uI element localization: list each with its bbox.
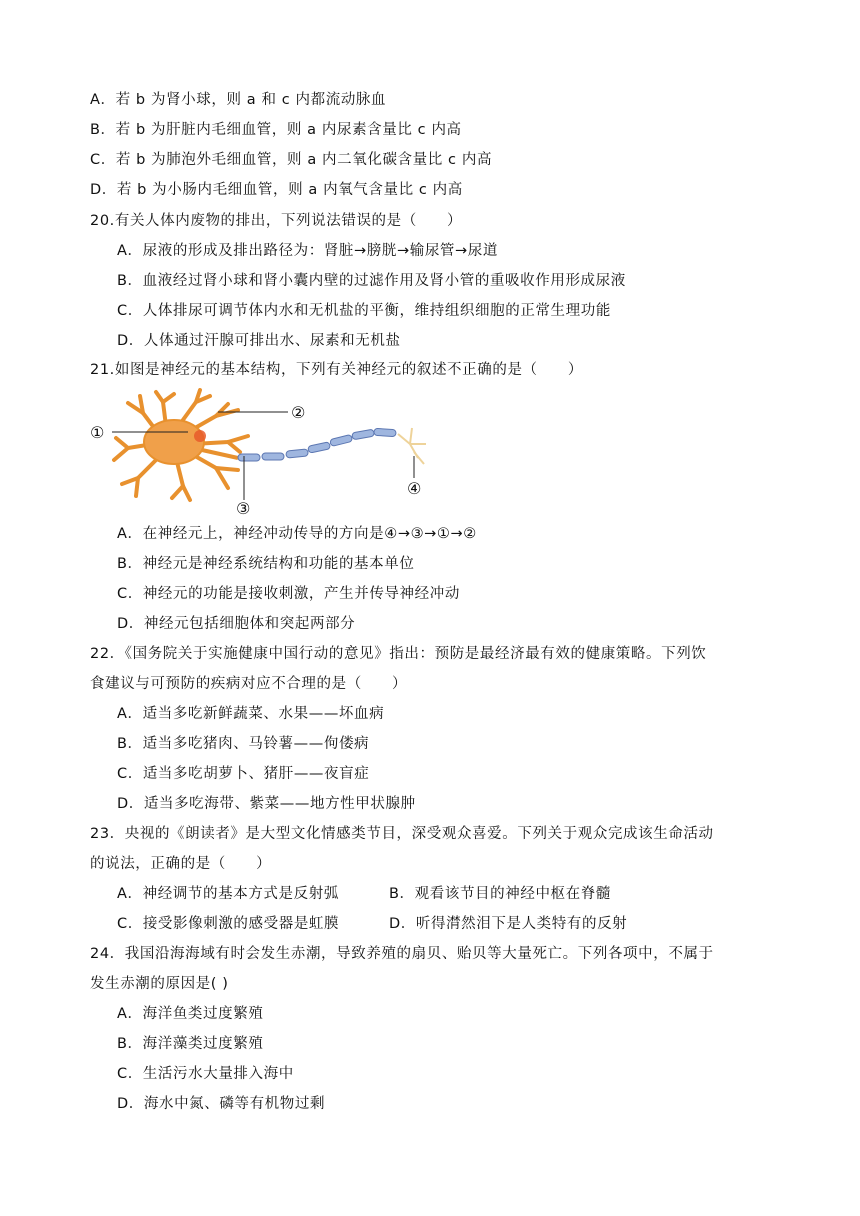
q20-option-c: C．人体排尿可调节体内水和无机盐的平衡，维持组织细胞的正常生理功能 [117, 303, 611, 319]
q19-option-a: A．若 b 为肾小球，则 a 和 c 内都流动脉血 [90, 92, 387, 108]
q23-option-c: C．接受影像刺激的感受器是虹膜 [117, 916, 340, 932]
q24-option-b: B．海洋藻类过度繁殖 [117, 1036, 264, 1052]
q19-option-c: C．若 b 为肺泡外毛细血管，则 a 内二氧化碳含量比 c 内高 [90, 152, 493, 168]
label-3: ③ [236, 499, 251, 516]
q23-option-d: D．听得潸然泪下是人类特有的反射 [389, 916, 628, 932]
q19-option-b: B．若 b 为肝脏内毛细血管，则 a 内尿素含量比 c 内高 [90, 122, 462, 138]
q20-option-b: B．血液经过肾小球和肾小囊内壁的过滤作用及肾小管的重吸收作用形成尿液 [117, 273, 626, 289]
axon-terminals [398, 428, 426, 464]
label-4: ④ [407, 479, 422, 498]
label-2: ② [291, 403, 306, 422]
q22-option-b: B．适当多吃猪肉、马铃薯——佝偻病 [117, 736, 370, 752]
q22-option-c: C．适当多吃胡萝卜、猪肝——夜盲症 [117, 766, 370, 782]
nucleus [194, 430, 206, 442]
label-1: ① [90, 423, 105, 442]
q21-option-d: D．神经元包括细胞体和突起两部分 [117, 616, 356, 632]
q22-stem-line-2: 食建议与可预防的疾病对应不合理的是（ ） [90, 676, 408, 692]
q20-option-d: D．人体通过汗腺可排出水、尿素和无机盐 [117, 333, 401, 349]
q24-option-c: C．生活污水大量排入海中 [117, 1066, 294, 1082]
axon-hillock [202, 450, 238, 458]
neuron-diagram [88, 388, 448, 516]
cell-body [144, 420, 204, 464]
q22-option-d: D．适当多吃海带、紫菜——地方性甲状腺肿 [117, 796, 416, 812]
q23-option-a: A．神经调节的基本方式是反射弧 [117, 886, 339, 902]
q21-option-a: A．在神经元上，神经冲动传导的方向是④→③→①→② [117, 526, 477, 542]
q20-option-a: A．尿液的形成及排出路径为：肾脏→膀胱→输尿管→尿道 [117, 243, 498, 259]
q21-stem: 21.如图是神经元的基本结构，下列有关神经元的叙述不正确的是（ ） [90, 362, 583, 378]
q23-options-row-2 [117, 914, 717, 934]
q19-option-d: D．若 b 为小肠内毛细血管，则 a 内氧气含量比 c 内高 [90, 182, 463, 198]
q21-option-c: C．神经元的功能是接收刺激，产生并传导神经冲动 [117, 586, 460, 602]
q23-stem-line-2: 的说法，正确的是（ ） [90, 856, 272, 872]
myelin-sheath [238, 428, 396, 461]
q23-options-row-1 [117, 884, 717, 904]
q24-stem-line-1: 24．我国沿海海域有时会发生赤潮，导致养殖的扇贝、贻贝等大量死亡。下列各项中，不属于 [90, 946, 714, 962]
q22-stem-line-1: 22．《国务院关于实施健康中国行动的意见》指出：预防是最经济最有效的健康策略。下列饮 [90, 646, 707, 662]
q22-option-a: A．适当多吃新鲜蔬菜、水果——坏血病 [117, 706, 385, 722]
q21-option-b: B．神经元是神经系统结构和功能的基本单位 [117, 556, 415, 572]
q24-stem-line-2: 发生赤潮的原因是( ) [90, 976, 229, 992]
q23-stem-line-1: 23．央视的《朗读者》是大型文化情感类节目，深受观众喜爱。下列关于观众完成该生命活动 [90, 826, 714, 842]
q23-option-b: B．观看该节目的神经中枢在脊髓 [389, 886, 611, 902]
q24-option-d: D．海水中氮、磷等有机物过剩 [117, 1096, 326, 1112]
q20-stem: 20.有关人体内废物的排出，下列说法错误的是（ ） [90, 213, 463, 229]
q24-option-a: A．海洋鱼类过度繁殖 [117, 1006, 264, 1022]
